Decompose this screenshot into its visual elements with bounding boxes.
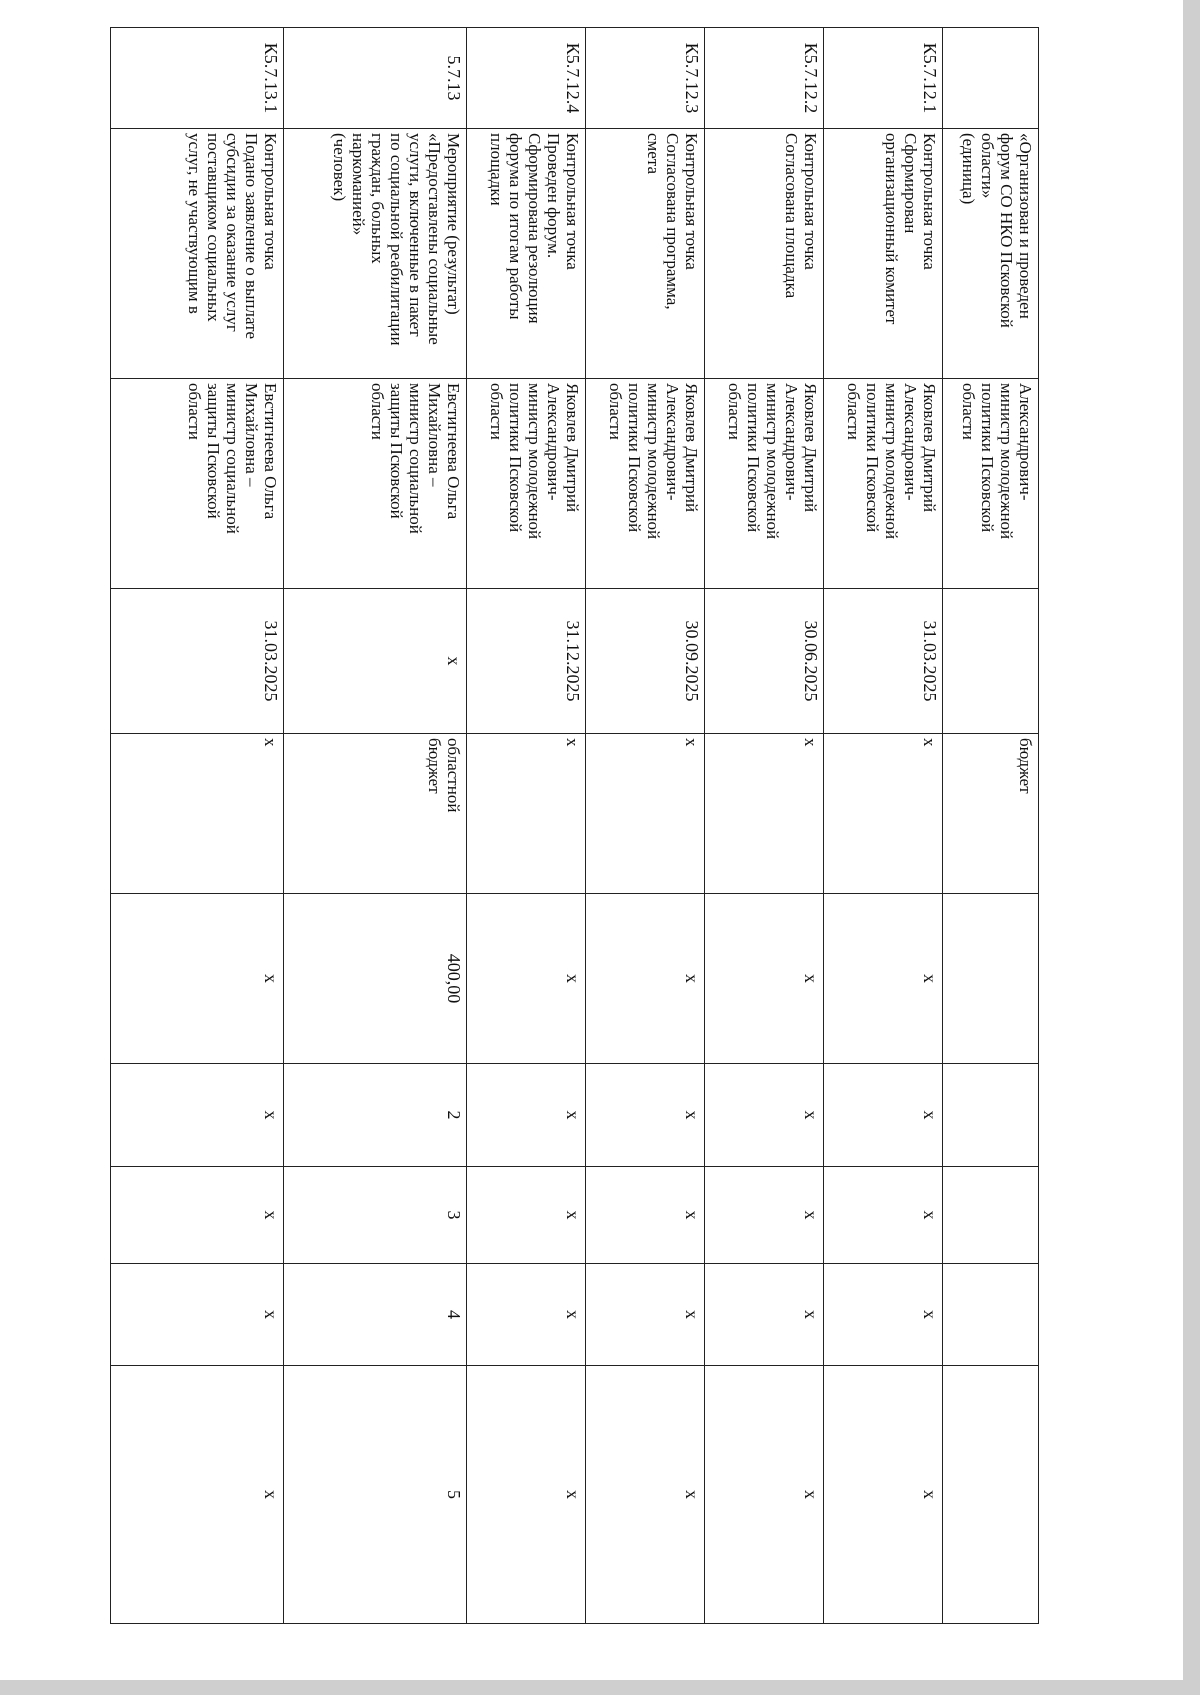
row-source-cell-line: х xyxy=(563,738,582,747)
row-responsible-cell-line: министр молодежной xyxy=(644,383,663,540)
row-name-cell-line: субсидии за оказание услуг xyxy=(223,133,242,332)
row-responsible-cell-line: Александрович- xyxy=(901,383,920,501)
row-responsible-cell xyxy=(467,379,586,589)
row-responsible-cell-line: Евстигнеева Ольга xyxy=(261,383,280,520)
row-responsible-cell-line: Михайловна – xyxy=(242,383,261,487)
row-q2-cell: х xyxy=(586,1167,705,1264)
row-responsible-cell xyxy=(284,379,467,589)
row-responsible-cell-line: области xyxy=(844,383,863,440)
row-name-cell-line: услуги, включенные в пакет xyxy=(406,133,425,337)
row-q3-cell: 4 xyxy=(284,1264,467,1366)
row-responsible-cell-line: политики Псковской xyxy=(863,383,882,533)
row-name-cell-line: Сформирован xyxy=(901,133,920,234)
row-responsible-cell-line: министр молодежной xyxy=(882,383,901,540)
row-responsible-cell-line: политики Псковской xyxy=(625,383,644,533)
row-q4-cell: х xyxy=(111,1366,284,1624)
row-name-cell-line: Подано заявление о выплате xyxy=(242,133,261,340)
row-name-cell-line: Контрольная точка xyxy=(563,133,582,270)
row-name-cell-line: площадки xyxy=(487,133,506,206)
row-responsible-cell-line: министр молодежной xyxy=(997,383,1016,540)
row-responsible-cell-line: Яковлев Дмитрий xyxy=(920,383,939,513)
row-responsible-cell xyxy=(943,379,1039,589)
row-name-cell-line: Контрольная точка xyxy=(920,133,939,270)
row-responsible-cell-line: Александрович- xyxy=(544,383,563,501)
row-name-cell-line: по социальной реабилитации xyxy=(387,133,406,346)
row-q2-cell: х xyxy=(111,1167,284,1264)
row-responsible-cell xyxy=(824,379,943,589)
row-q4-cell: х xyxy=(467,1366,586,1624)
row-responsible-cell-line: политики Псковской xyxy=(506,383,525,533)
row-responsible-cell-line: Яковлев Дмитрий xyxy=(682,383,701,513)
row-name-cell-line: смета xyxy=(644,133,663,175)
row-q4-cell xyxy=(943,1366,1039,1624)
plan-table xyxy=(110,27,1039,1624)
row-q1-cell: х xyxy=(586,1064,705,1167)
row-responsible-cell-line: министр молодежной xyxy=(525,383,544,540)
row-q1-cell: х xyxy=(467,1064,586,1167)
row-name-cell xyxy=(943,129,1039,379)
row-responsible-cell-line: области xyxy=(185,383,204,440)
row-source-cell-line: х xyxy=(682,738,701,747)
row-source-cell xyxy=(824,734,943,894)
row-q2-cell xyxy=(943,1167,1039,1264)
row-q3-cell: х xyxy=(824,1264,943,1366)
row-name-cell xyxy=(824,129,943,379)
row-responsible-cell-line: области xyxy=(487,383,506,440)
row-amount-cell: х xyxy=(705,894,824,1064)
row-date-cell: 30.06.2025 xyxy=(705,589,824,734)
row-q1-cell: х xyxy=(824,1064,943,1167)
row-date-cell: 31.03.2025 xyxy=(824,589,943,734)
row-q1-cell: х xyxy=(705,1064,824,1167)
row-amount-cell: х xyxy=(111,894,284,1064)
row-code-cell: К5.7.12.2 xyxy=(705,28,824,129)
row-name-cell-line: форум СО НКО Псковской xyxy=(997,133,1016,328)
row-responsible-cell xyxy=(111,379,284,589)
table-row xyxy=(586,28,705,1624)
table-body xyxy=(111,28,1039,1624)
table-row xyxy=(467,28,586,1624)
row-date-cell: 31.03.2025 xyxy=(111,589,284,734)
row-q4-cell: х xyxy=(824,1366,943,1624)
row-source-cell-line: х xyxy=(801,738,820,747)
table-row xyxy=(111,28,284,1624)
row-source-cell xyxy=(467,734,586,894)
row-responsible-cell-line: политики Псковской xyxy=(744,383,763,533)
row-source-cell xyxy=(586,734,705,894)
row-responsible-cell-line: защиты Псковской xyxy=(204,383,223,519)
row-name-cell-line: (человек) xyxy=(330,133,349,202)
row-responsible-cell-line: политики Псковской xyxy=(978,383,997,533)
row-q2-cell: х xyxy=(467,1167,586,1264)
row-source-cell-line: областной xyxy=(444,738,463,813)
row-name-cell xyxy=(586,129,705,379)
row-source-cell xyxy=(284,734,467,894)
row-amount-cell: х xyxy=(586,894,705,1064)
row-name-cell-line: организационный комитет xyxy=(882,133,901,325)
row-code-cell: К5.7.12.4 xyxy=(467,28,586,129)
row-responsible-cell-line: области xyxy=(959,383,978,440)
row-responsible-cell-line: Александрович- xyxy=(663,383,682,501)
row-name-cell-line: форума по итогам работы xyxy=(506,133,525,320)
row-source-cell-line: х xyxy=(261,738,280,747)
row-code-cell: К5.7.12.1 xyxy=(824,28,943,129)
row-date-cell xyxy=(943,589,1039,734)
row-name-cell-line: Контрольная точка xyxy=(261,133,280,270)
row-q1-cell: х xyxy=(111,1064,284,1167)
row-q3-cell: х xyxy=(467,1264,586,1366)
row-name-cell-line: Сформирована резолюция xyxy=(525,133,544,324)
row-name-cell-line: услуг, не участвующим в xyxy=(185,133,204,314)
row-responsible-cell-line: министр социальной xyxy=(406,383,425,534)
row-amount-cell: 400,00 xyxy=(284,894,467,1064)
row-responsible-cell-line: Александрович- xyxy=(782,383,801,501)
row-name-cell-line: поставщиком социальных xyxy=(204,133,223,322)
row-responsible-cell-line: Михайловна – xyxy=(425,383,444,487)
row-name-cell-line: (единица) xyxy=(959,133,978,205)
row-name-cell-line: Мероприятие (результат) xyxy=(444,133,463,315)
row-responsible-cell xyxy=(705,379,824,589)
row-code-cell: К5.7.13.1 xyxy=(111,28,284,129)
row-code-cell: 5.7.13 xyxy=(284,28,467,129)
row-name-cell xyxy=(284,129,467,379)
row-responsible-cell-line: Яковлев Дмитрий xyxy=(563,383,582,513)
row-name-cell-line: граждан, больных xyxy=(368,133,387,264)
row-amount-cell: х xyxy=(467,894,586,1064)
row-responsible-cell-line: Яковлев Дмитрий xyxy=(801,383,820,513)
row-source-cell xyxy=(111,734,284,894)
row-code-cell xyxy=(943,28,1039,129)
row-date-cell: 30.09.2025 xyxy=(586,589,705,734)
row-source-cell-line: х xyxy=(920,738,939,747)
row-q2-cell: 3 xyxy=(284,1167,467,1264)
row-date-cell: 31.12.2025 xyxy=(467,589,586,734)
row-responsible-cell-line: области xyxy=(725,383,744,440)
table-row xyxy=(705,28,824,1624)
row-name-cell xyxy=(705,129,824,379)
row-q3-cell: х xyxy=(111,1264,284,1366)
row-q4-cell: 5 xyxy=(284,1366,467,1624)
row-q3-cell xyxy=(943,1264,1039,1366)
row-responsible-cell-line: области xyxy=(606,383,625,440)
row-source-cell-line: бюджет xyxy=(1016,738,1035,794)
row-name-cell xyxy=(467,129,586,379)
row-q4-cell: х xyxy=(586,1366,705,1624)
row-amount-cell xyxy=(943,894,1039,1064)
row-name-cell-line: «Организован и проведен xyxy=(1016,133,1035,319)
row-date-cell: х xyxy=(284,589,467,734)
row-name-cell-line: «Предоставлены социальные xyxy=(425,133,444,345)
row-responsible-cell xyxy=(586,379,705,589)
row-q3-cell: х xyxy=(705,1264,824,1366)
row-responsible-cell-line: министр социальной xyxy=(223,383,242,534)
row-q4-cell: х xyxy=(705,1366,824,1624)
table-row xyxy=(943,28,1039,1624)
rotated-table-wrapper xyxy=(111,27,1039,1623)
row-name-cell xyxy=(111,129,284,379)
row-q3-cell: х xyxy=(586,1264,705,1366)
row-responsible-cell-line: области xyxy=(368,383,387,440)
row-responsible-cell-line: министр молодежной xyxy=(763,383,782,540)
row-name-cell-line: Согласована программа, xyxy=(663,133,682,310)
row-responsible-cell-line: Евстигнеева Ольга xyxy=(444,383,463,520)
row-name-cell-line: наркоманией» xyxy=(349,133,368,236)
row-source-cell-line: бюджет xyxy=(425,738,444,794)
row-name-cell-line: Контрольная точка xyxy=(801,133,820,270)
row-source-cell xyxy=(705,734,824,894)
row-responsible-cell-line: Александрович- xyxy=(1016,383,1035,501)
table-row xyxy=(824,28,943,1624)
row-responsible-cell-line: защиты Псковской xyxy=(387,383,406,519)
row-name-cell-line: Проведен форум. xyxy=(544,133,563,259)
row-q2-cell: х xyxy=(824,1167,943,1264)
table-row xyxy=(284,28,467,1624)
row-name-cell-line: области» xyxy=(978,133,997,199)
row-source-cell xyxy=(943,734,1039,894)
row-code-cell: К5.7.12.3 xyxy=(586,28,705,129)
row-q1-cell xyxy=(943,1064,1039,1167)
row-name-cell-line: Согласована площадка xyxy=(782,133,801,299)
row-name-cell-line: Контрольная точка xyxy=(682,133,701,270)
row-q2-cell: х xyxy=(705,1167,824,1264)
row-amount-cell: х xyxy=(824,894,943,1064)
row-q1-cell: 2 xyxy=(284,1064,467,1167)
